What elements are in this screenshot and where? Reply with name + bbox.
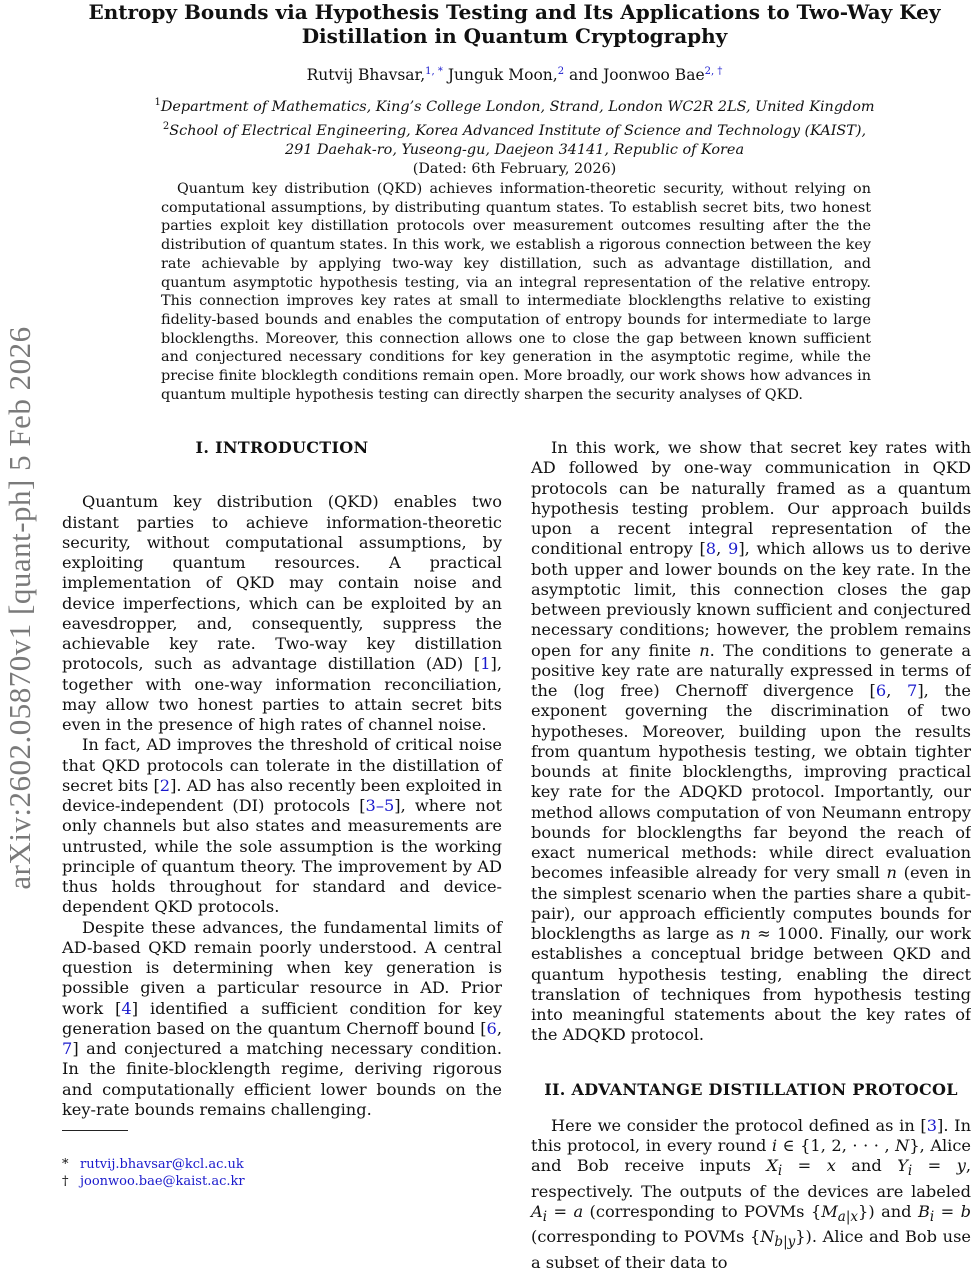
citation-link[interactable]: 1 [480, 654, 491, 674]
citation-link[interactable]: 4 [121, 998, 132, 1018]
citation-link[interactable]: 6 [875, 681, 887, 700]
citation-link[interactable]: 7 [62, 1039, 73, 1058]
section-heading-advantage-distillation: II. ADVANTANGE DISTILLATION PROTOCOL [544, 1079, 958, 1099]
author-name: Junguk Moon, [447, 66, 558, 85]
citation-link[interactable]: 8 [705, 539, 717, 559]
right-column [531, 438, 971, 1273]
body-paragraph: Quantum key distribution (QKD) enables two distant parties to achieve information-theoretic security, without computational assumptions, by exploiting quantum resources. A practical implementation of QKD may contain noise and device imperfections, which can be exploited by an eavesdropper, and, consequently, suppress the achievable key rate. Two-way key distillation protocols, such as advantage distillation (AD) [1], together with one-way information reconciliation, may allow two honest parties to attain secret bits even in the presence of high rates of channel noise. [62, 492, 502, 734]
body-paragraph: Here we consider the protocol defined as in [3]. In this protocol, in every round i ∈ {1, 2, · · · , N}, Alice and Bob receive inputs $X_i = x$ and $Y_i = y$, respectively. The outputs of the devices are labeled $A_i = a$ (corresponding to POVMs $\{M_{a|x}\}$) and $B_i = b$ (corresponding to POVMs $\{N_{b|y}\}$). Alice and Bob use a subset of their data to [531, 1115, 971, 1272]
email-link[interactable]: joonwoo.bae@kaist.ac.kr [80, 1174, 245, 1189]
body-paragraph: In this work, we show that secret key rates with AD followed by one-way communication in QKD protocols can be naturally framed as a quantum hypothesis testing problem. Our approach builds upon a recent integral representation of the conditional entropy [8, 9], which allows us to derive both upper and lower bounds on the key rate. In the asymptotic limit, this connection closes the gap between previously known sufficient and conjectured necessary conditions; however, the problem remains open for any finite n. The conditions to generate a positive key rate are naturally expressed in terms of the (log free) Chernoff divergence [6, 7], the exponent governing the discrimination of two hypotheses. Moreover, building upon the results from quantum hypothesis testing, we obtain tighter bounds at finite blocklengths, improving practical key rate for the ADQKD protocol. Importantly, our method allows computation of von Neumann entropy bounds for blocklengths far beyond the reach of exact numerical methods: while direct evaluation becomes infeasible already for very small n (even in the simplest scenario when the parties share a qubit-pair), our approach efficiently computes bounds for blocklengths as large as n ≈ 1000. Finally, our work establishes a conceptual bridge between QKD and quantum hypothesis testing, enabling the direct translation of techniques from hypothesis testing into meaningful statements about the key rates of the ADQKD protocol. [531, 438, 971, 1045]
section-heading-introduction: I. INTRODUCTION [195, 438, 369, 457]
footnote [62, 1173, 245, 1190]
email-link[interactable]: rutvij.bhavsar@kcl.ac.uk [80, 1157, 244, 1172]
footnote-mark: † [62, 1174, 69, 1189]
affiliation-mark: 1 [154, 97, 161, 108]
affiliation-1 [60, 93, 969, 117]
citation-link[interactable]: 3–5 [365, 796, 395, 815]
affiliation-mark: 2 [162, 120, 170, 132]
footnotes [62, 1156, 245, 1190]
footnote [62, 1156, 245, 1173]
affiliation-text: School of Electrical Engineering, Korea Advanced Institute of Science and Technology (KAIST), [169, 122, 867, 139]
footnote-mark: * [62, 1157, 69, 1172]
affiliation-2-address: 291 Daehak-ro, Yuseong-gu, Daejeon 34141, Republic of Korea [284, 141, 745, 158]
citation-link[interactable]: 6 [486, 1018, 497, 1038]
affiliation-2 [60, 117, 969, 141]
arxiv-identifier: arXiv:2602.05870v1 [quant-ph] 5 Feb 2026 [2, 326, 37, 890]
author-list [60, 66, 969, 84]
author-name: and Joonwoo Bae [569, 66, 705, 85]
body-paragraph: In fact, AD improves the threshold of critical noise that QKD protocols can tolerate in the distillation of secret bits [2]. AD has also recently been exploited in device-independent (DI) protocols [3–5], where not only channels but also states and measurements are untrusted, while the sole assumption is the working principle of quantum theory. The improvement by AD thus holds throughout for standard and device-dependent QKD protocols. [62, 735, 503, 917]
author-name: Rutvij Bhavsar, [306, 66, 426, 85]
footnote-rule [62, 1130, 128, 1131]
author-marks[interactable]: 1, * [425, 66, 443, 77]
citation-link[interactable]: 3 [926, 1115, 938, 1135]
abstract: Quantum key distribution (QKD) achieves information-theoretic security, without relying on computational assumptions, by distributing quantum states. To establish secret bits, two honest parties exploit key distillation protocols over measurement outcomes resulting after the the distribution of quantum states. In this work, we establish a rigorous connection between the key rate achievable by applying two-way key distillation, such as advantage distillation, and quantum asymptotic hypothesis testing, via an integral representation of the relative entropy. This connection improves key rates at small to intermediate blocklengths relative to existing fidelity-based bounds and enables the computation of entropy bounds for intermediate to large blocklengths. Moreover, this connection allows one to close the gap between known sufficient and conjectured necessary conditions for key generation in the asymptotic regime, while the precise finite blocklegth conditions remain open. More broadly, our work shows how advances in quantum multiple hypothesis testing can directly sharpen the security analyses of QKD. [161, 181, 871, 403]
left-column [62, 438, 502, 1120]
author-marks: 2 [557, 66, 565, 77]
body-paragraph: Despite these advances, the fundamental limits of AD-based QKD remain poorly understood. A central question is determining when key generation is possible given a particular resource in AD. Prior work [4] identified a sufficient condition for key generation based on the quantum Chernoff bound [6, 7] and conjectured a matching necessary condition. In the finite-blocklength regime, deriving rigorous and computationally efficient lower bounds on the key-rate bounds remains challenging. [62, 917, 502, 1119]
affiliations [60, 93, 969, 179]
citation-link[interactable]: 7 [907, 681, 918, 700]
affiliation-text: Department of Mathematics, King’s College London, Strand, London WC2R 2LS, United Kingdom [160, 98, 875, 115]
citation-link[interactable]: 9 [728, 539, 739, 559]
author-marks[interactable]: 2, † [704, 66, 723, 77]
dated-line: (Dated: 6th February, 2026) [412, 160, 617, 177]
citation-link[interactable]: 2 [159, 775, 171, 795]
paper-title: Entropy Bounds via Hypothesis Testing and Its Applications to Two-Way Key Distillation in Quantum Cryptography [88, 0, 941, 48]
